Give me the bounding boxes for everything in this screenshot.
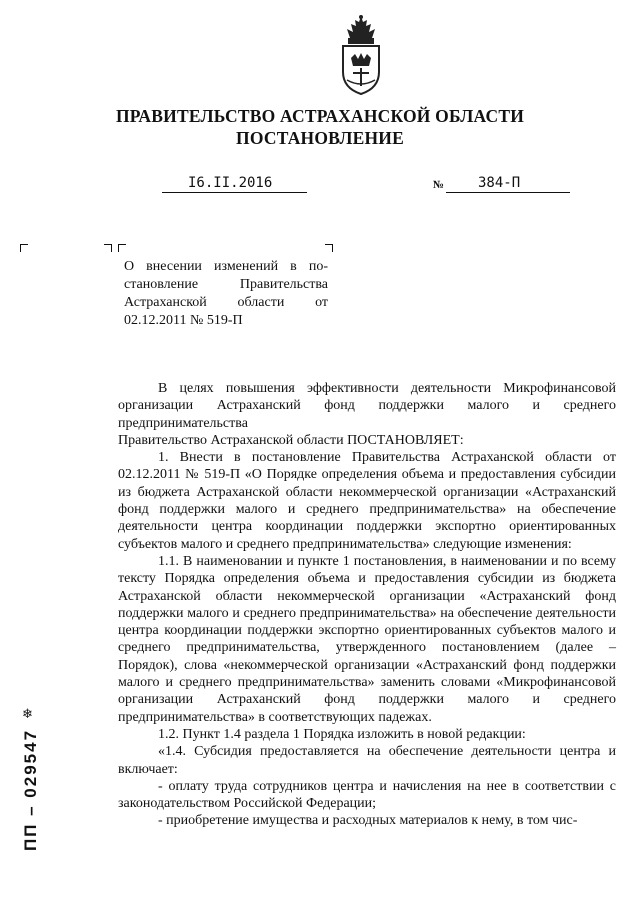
body-paragraph: 1. Внести в постановление Правительства Астраханской области от 02.12.2011 № 519-П «О Порядке определения объема и предоставления субсидии из бюджета Астраханской области некоммерческой организации «Астраханский фонд поддержки малого и среднего предпринимательства» на обеспечение деятельности центра координации поддержки экспортно ориентированных субъектов малого и среднего предпринимательства» следующие изменения: bbox=[118, 450, 616, 552]
body-paragraph: - приобретение имущества и расходных материалов к нему, в том чис- bbox=[158, 813, 578, 829]
subject-line: 02.12.2011 № 519-П bbox=[124, 313, 243, 328]
corner-bracket-top-right bbox=[325, 244, 333, 252]
corner-bracket-top-left bbox=[20, 244, 28, 252]
subject-line: Астраханской области от bbox=[124, 295, 328, 310]
org-title: ПРАВИТЕЛЬСТВО АСТРАХАНСКОЙ ОБЛАСТИ bbox=[115, 106, 525, 126]
corner-bracket-mid-right bbox=[104, 244, 112, 252]
doc-type-title: ПОСТАНОВЛЕНИЕ bbox=[236, 128, 404, 148]
subject-line: становление Правительства bbox=[124, 277, 328, 292]
number-label: № bbox=[433, 179, 445, 191]
body-paragraph: «1.4. Субсидия предоставляется на обеспечение деятельности центра и включает: bbox=[118, 744, 616, 777]
body-paragraph: 1.1. В наименовании и пункте 1 постановления, в наименовании и по всему тексту Порядка определения объема и предоставления субсидии из бюджета Астраханской области некоммерческой организации «Астраханский фонд поддержки малого и среднего предпринимательства» на обеспечение деятельности центра координации поддержки экспортно ориентированных субъектов малого и среднего предпринимательства, утвержденного постановлением (далее – Порядок), слова «некоммерческой организации «Астраханский фонд поддержки малого и среднего предпринимательства» заменить словами «Микрофинансовой организации Астраханский фонд поддержки малого и среднего предпринимательства» в соответствующих падежах. bbox=[118, 553, 616, 725]
coat-of-arms-emblem bbox=[333, 14, 389, 96]
snowflake-mark-icon: ❄ bbox=[22, 706, 33, 721]
serial-number: ПП – 029547 bbox=[21, 728, 40, 852]
subject-block bbox=[124, 258, 328, 330]
document-number: 384-П bbox=[446, 175, 570, 193]
body-paragraph: 1.2. Пункт 1.4 раздела 1 Порядка изложить в новой редакции: bbox=[158, 726, 526, 742]
body-paragraph: В целях повышения эффективности деятельности Микрофинансовой организации Астраханский фонд поддержки малого и среднего предпринимательства bbox=[118, 381, 616, 431]
body-paragraph-decree: Правительство Астраханской области ПОСТАНОВЛЯЕТ: bbox=[118, 432, 464, 448]
side-serial-stamp bbox=[16, 710, 46, 870]
document-body bbox=[118, 380, 616, 830]
body-paragraph: - оплату труда сотрудников центра и начисления на нее в соответствии с законодательством Российской Федерации; bbox=[118, 778, 616, 812]
document-date: I6.II.2016 bbox=[162, 175, 307, 193]
subject-line: О внесении изменений в по- bbox=[124, 259, 328, 274]
corner-bracket-mid-left bbox=[118, 244, 126, 252]
